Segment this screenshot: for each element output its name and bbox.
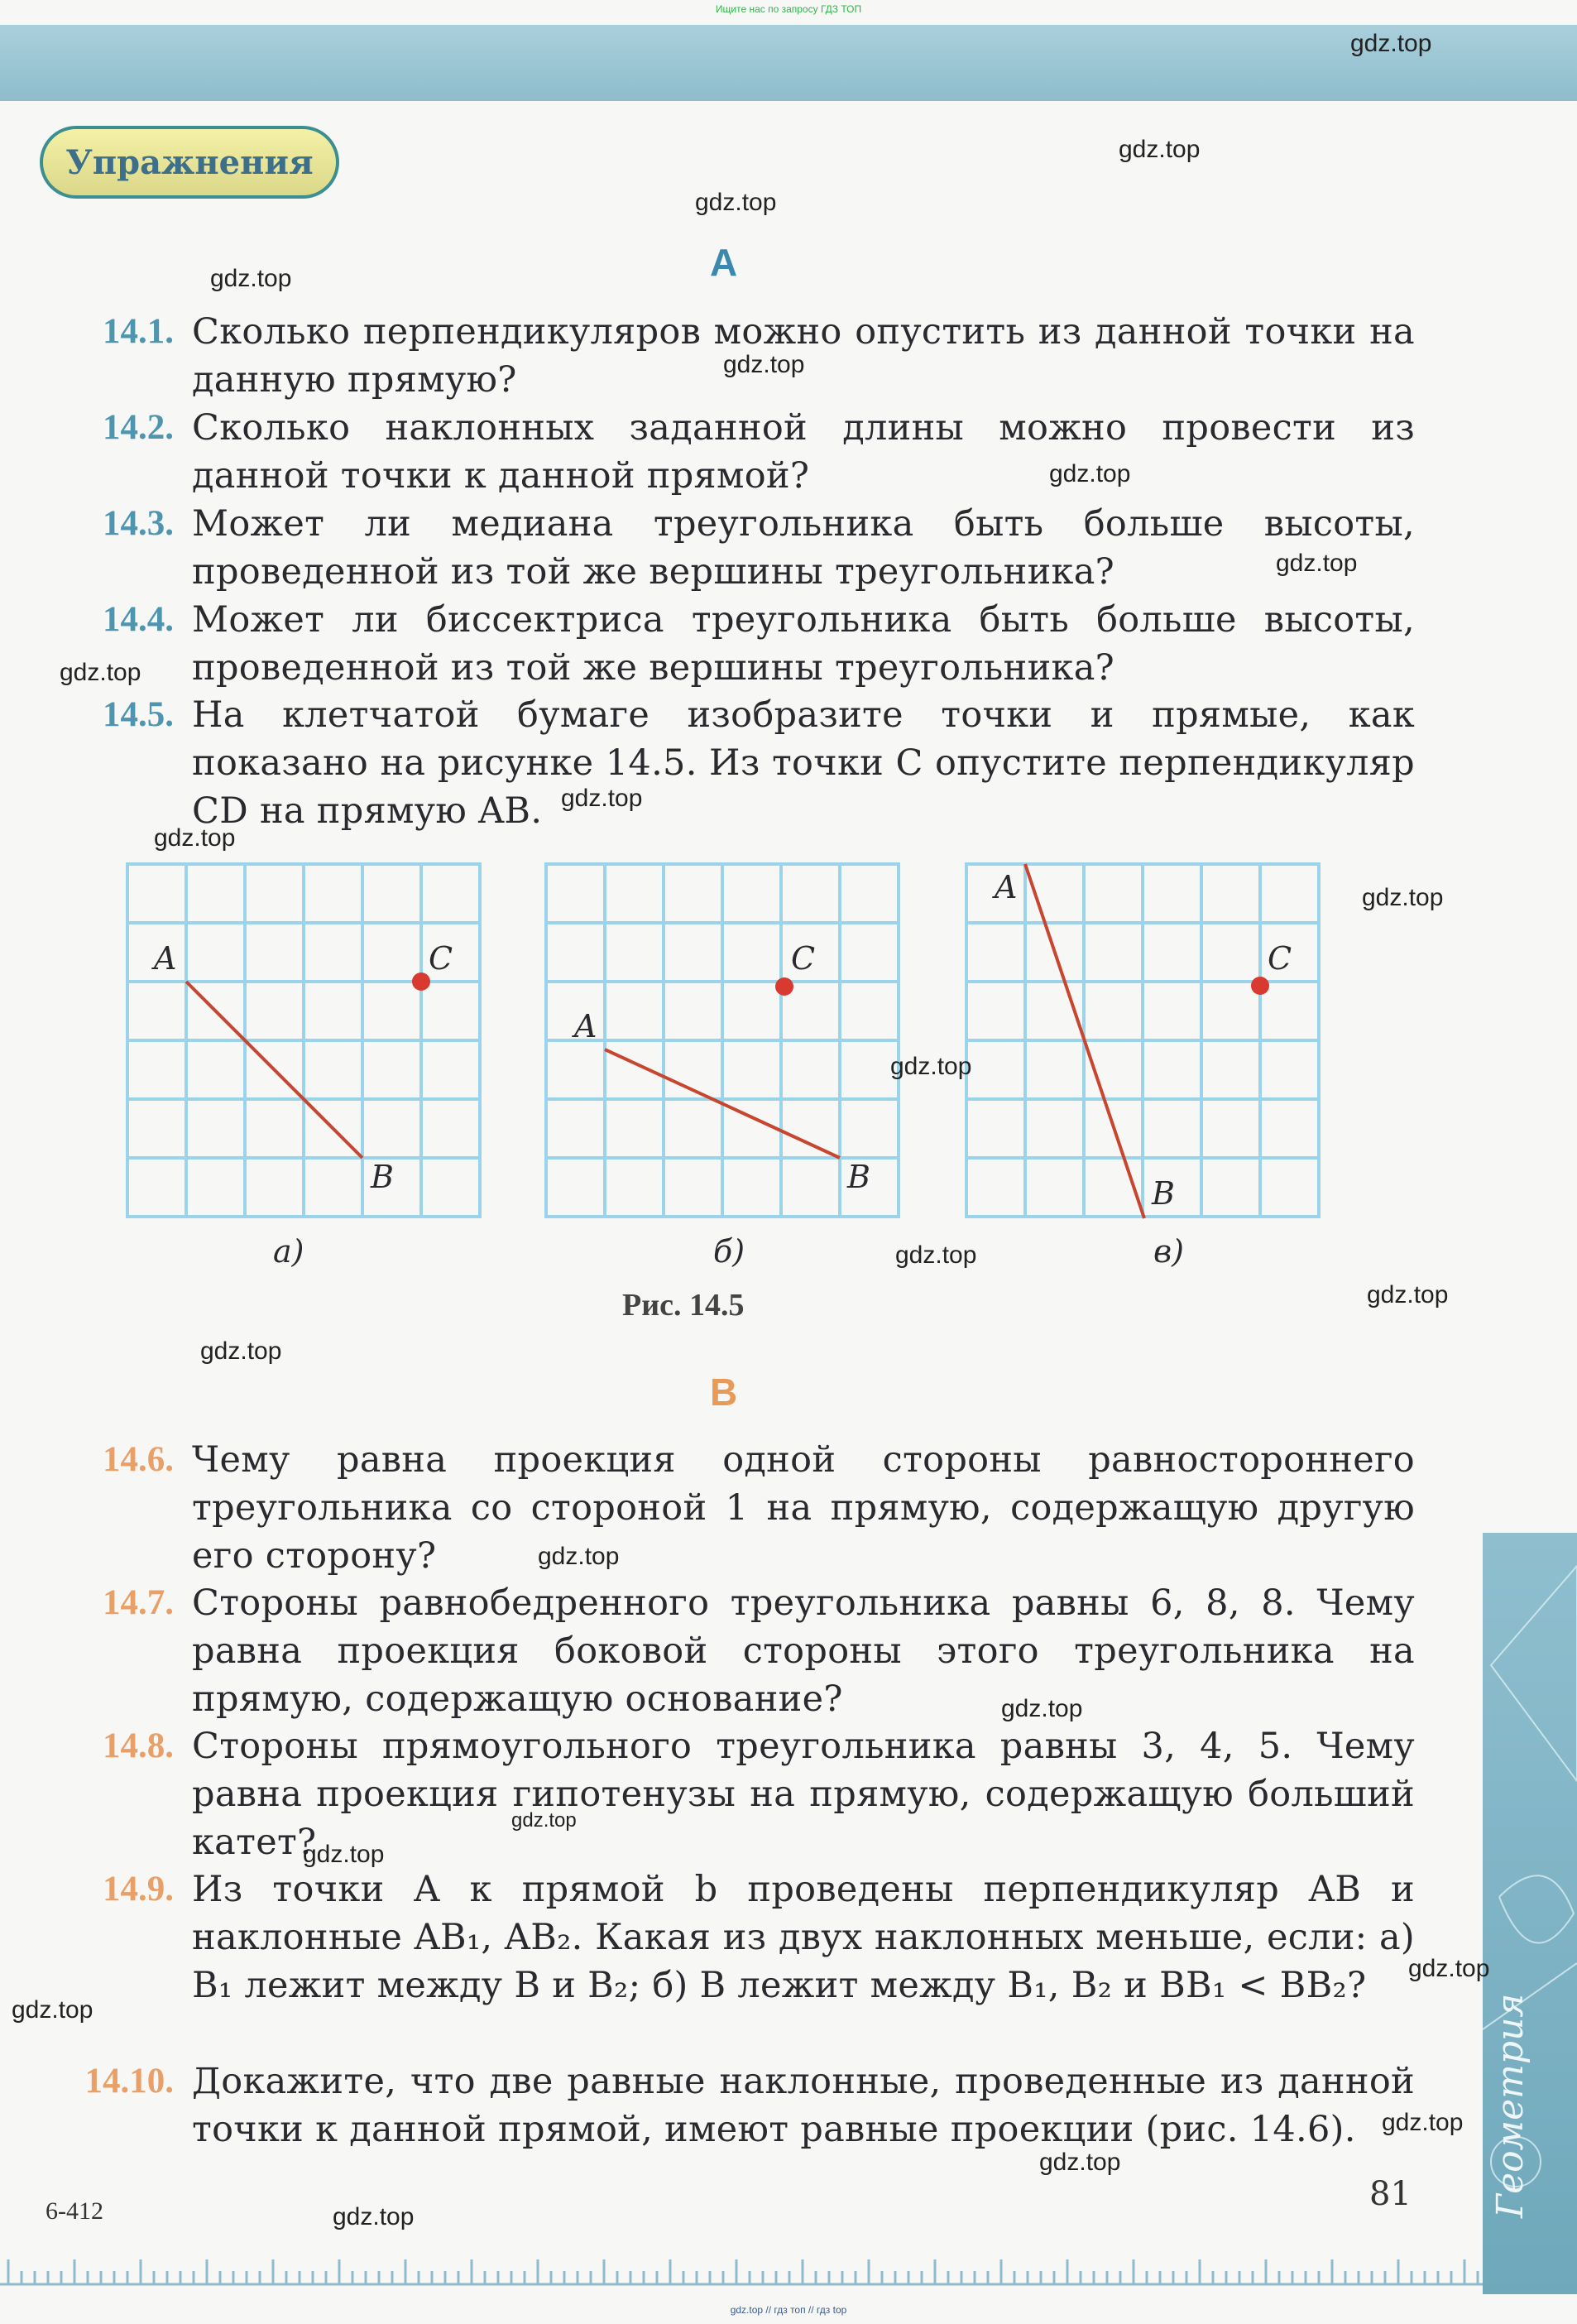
label-c: C: [1268, 940, 1292, 977]
problem-14-8: [33, 1722, 1415, 1866]
figure-c-caption: в): [1153, 1233, 1184, 1270]
figure-b-caption: б): [713, 1233, 745, 1270]
watermark: gdz.top: [1367, 1281, 1449, 1308]
watermark: gdz.top: [1119, 136, 1201, 163]
problem-text: Стороны прямоугольного треугольника равны 3, 4, 5. Чему равна проекция гипотенузы на прямую, содержащую больший катет?: [192, 1726, 1415, 1863]
section-b-heading: В: [710, 1371, 738, 1414]
point-c: [1251, 977, 1269, 995]
problem-14-10: [33, 2058, 1415, 2154]
watermark: gdz.top: [200, 1337, 282, 1365]
segment-ab: [186, 982, 362, 1158]
grid: [127, 864, 480, 1217]
figure-caption: Рис. 14.5: [622, 1288, 745, 1323]
problem-text: На клетчатой бумаге изобразите точки и прямые, как показано на рисунке 14.5. Из точки C опустите перпендикуляр CD на прямую AB.: [192, 694, 1415, 832]
label-b: B: [371, 1159, 394, 1195]
problem-number: 14.5.: [103, 695, 174, 734]
problem-number: 14.7.: [103, 1583, 174, 1622]
page-number: 81: [1369, 2175, 1412, 2213]
watermark: gdz.top: [1408, 1955, 1490, 1982]
watermark: gdz.top: [1382, 2109, 1464, 2136]
watermark: gdz.top: [1049, 460, 1131, 487]
watermark: gdz.top: [695, 189, 777, 216]
exercises-badge: Упражнения: [40, 126, 339, 199]
problem-text: Может ли биссектриса треугольника быть больше высоты, проведенной из той же вершины треугольника?: [192, 599, 1415, 689]
problem-number: 14.2.: [103, 408, 174, 447]
problem-14-7: [33, 1579, 1415, 1723]
watermark: gdz.top: [1039, 2149, 1121, 2176]
problem-number: 14.8.: [103, 1726, 174, 1765]
problem-14-3: [33, 500, 1415, 596]
problem-14-6: [33, 1436, 1415, 1580]
problem-number: 14.3.: [103, 504, 174, 543]
footer-note: gdz.top // гдз топ // гдз top: [730, 2304, 847, 2316]
problem-14-2: [33, 404, 1415, 500]
point-c: [775, 977, 793, 996]
problem-number: 14.4.: [103, 600, 174, 639]
problem-number: 14.6.: [103, 1440, 174, 1479]
watermark: gdz.top: [511, 1809, 577, 1832]
problem-text: Сколько перпендикуляров можно опустить из данной точки на данную прямую?: [192, 311, 1415, 401]
grid: [546, 864, 899, 1217]
watermark: gdz.top: [333, 2203, 415, 2230]
watermark: gdz.top: [561, 785, 643, 812]
label-a: A: [995, 869, 1018, 905]
label-b: B: [847, 1159, 870, 1195]
problem-text: Из точки A к прямой b проведены перпендикуляр AB и наклонные AB₁, AB₂. Какая из двух наклонных меньше, если: а) B₁ лежит между B и B₂; б) B лежит между B₁, B₂ и BB₁ < BB₂?: [192, 1869, 1415, 2006]
figure-c: [963, 861, 1335, 1241]
point-c: [412, 972, 430, 991]
watermark: gdz.top: [210, 265, 292, 292]
top-banner: [0, 25, 1577, 101]
label-c: C: [429, 940, 453, 977]
label-c: C: [791, 940, 816, 977]
watermark: gdz.top: [12, 1996, 93, 2024]
label-a: A: [154, 940, 177, 977]
header-note: Ищите нас по запросу ГДЗ ТОП: [715, 3, 862, 15]
label-a: A: [574, 1008, 597, 1044]
watermark: gdz.top: [303, 1841, 385, 1868]
problem-14-5: [33, 691, 1415, 835]
watermark: gdz.top: [1276, 550, 1358, 577]
figure-a-caption: а): [273, 1233, 304, 1270]
problem-number: 14.10.: [84, 2062, 174, 2101]
ruler-decoration: [0, 2251, 1483, 2298]
problem-text: Чему равна проекция одной стороны равностороннего треугольника со стороной 1 на прямую, содержащую другую его сторону?: [192, 1439, 1415, 1577]
print-code: 6-412: [46, 2197, 103, 2225]
watermark: gdz.top: [890, 1053, 972, 1080]
grid: [966, 864, 1319, 1217]
figure-a: [124, 861, 496, 1241]
label-b: B: [1152, 1175, 1175, 1212]
watermark: gdz.top: [538, 1543, 620, 1570]
watermark: gdz.top: [1350, 30, 1432, 57]
watermark: gdz.top: [1001, 1695, 1083, 1722]
problem-text: Сколько наклонных заданной длины можно провести из данной точки к данной прямой?: [192, 407, 1415, 497]
problem-text: Докажите, что две равные наклонные, проведенные из данной точки к данной прямой, имеют равные проекции (рис. 14.6).: [192, 2061, 1415, 2150]
problem-number: 14.9.: [103, 1870, 174, 1909]
problem-text: Может ли медиана треугольника быть больше высоты, проведенной из той же вершины треугольника?: [192, 503, 1415, 593]
problem-14-9: [33, 1865, 1415, 2009]
problem-14-4: [33, 596, 1415, 692]
side-title: Геометрия: [1489, 1993, 1531, 2218]
watermark: gdz.top: [723, 351, 805, 378]
section-a-heading: А: [710, 241, 738, 284]
watermark: gdz.top: [154, 824, 236, 852]
problem-text: Стороны равнобедренного треугольника равны 6, 8, 8. Чему равна проекция боковой стороны этого треугольника на прямую, содержащую основание?: [192, 1582, 1415, 1720]
problem-number: 14.1.: [103, 312, 174, 351]
watermark: gdz.top: [1362, 884, 1444, 911]
watermark: gdz.top: [895, 1241, 977, 1269]
watermark: gdz.top: [60, 659, 141, 686]
